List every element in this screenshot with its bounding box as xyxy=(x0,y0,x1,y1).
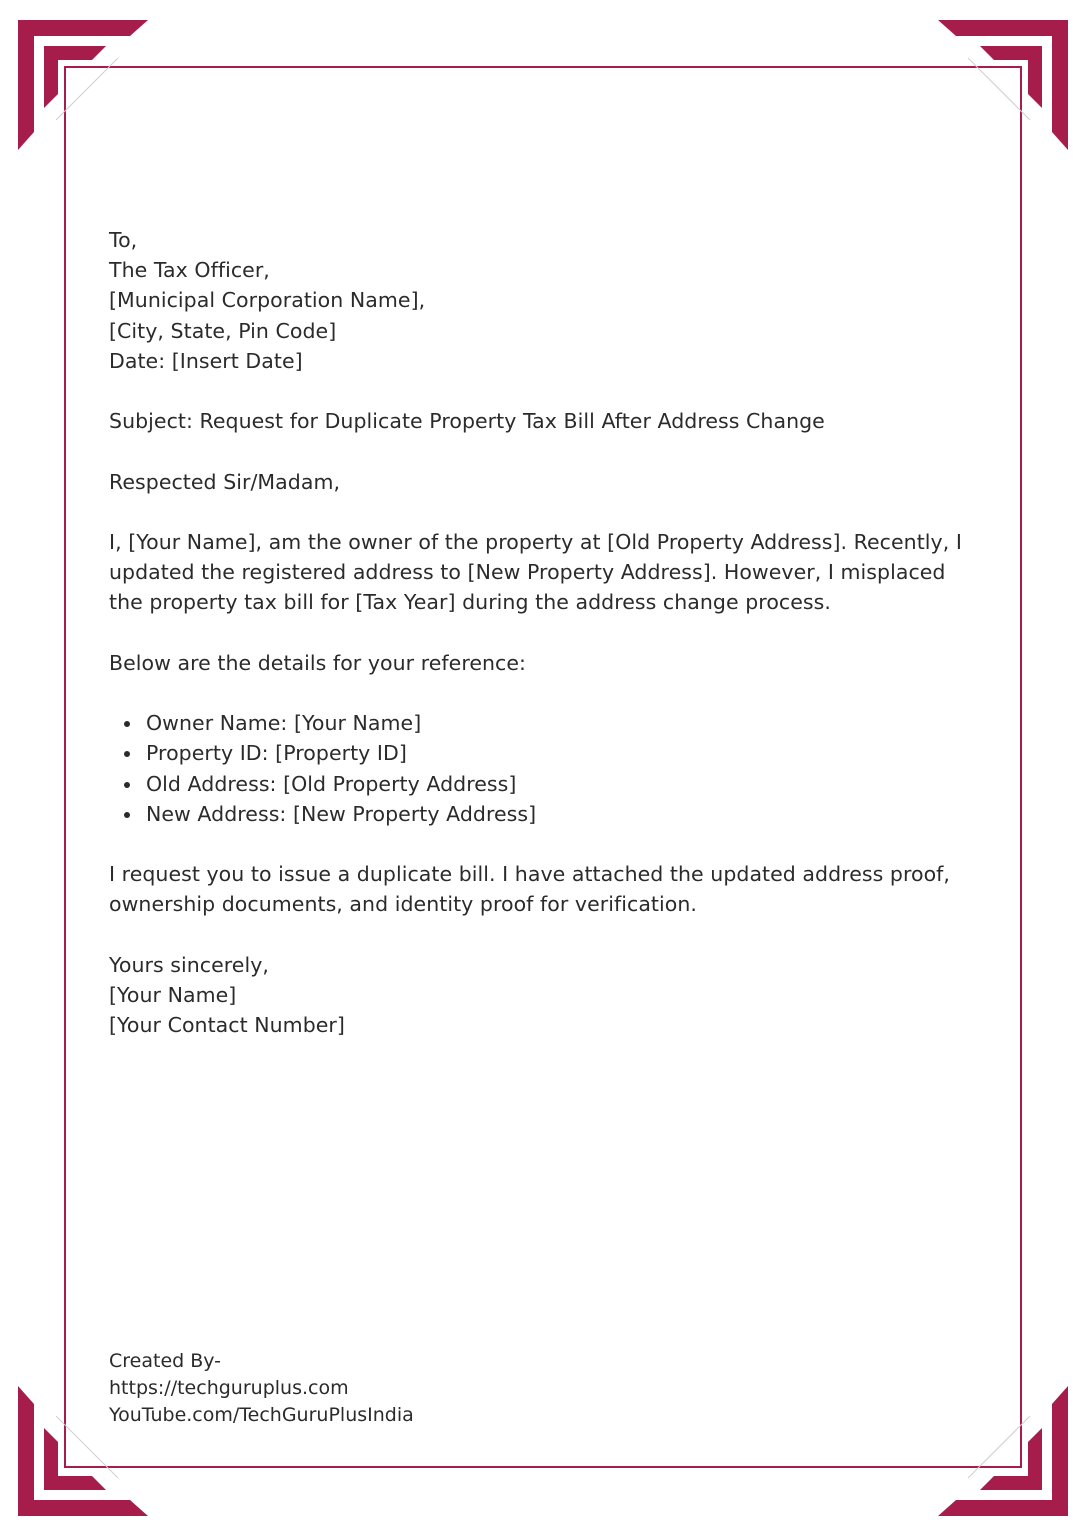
address-line-corporation: [Municipal Corporation Name], xyxy=(109,288,426,313)
address-line-to: To, xyxy=(109,228,138,252)
footer-website: https://techguruplus.com xyxy=(109,1377,349,1399)
details-intro: Below are the details for your reference: xyxy=(109,650,526,675)
closing-line-sincerely: Yours sincerely, xyxy=(109,952,269,977)
corner-ornament-top-left xyxy=(18,20,148,150)
closing xyxy=(109,950,969,1041)
list-item: Old Address: [Old Property Address] xyxy=(146,769,969,799)
details-list xyxy=(109,708,969,829)
letter-body xyxy=(109,225,969,1040)
list-item: Owner Name: [Your Name] xyxy=(146,708,969,738)
corner-ornament-top-right xyxy=(938,20,1068,150)
address-line-officer: The Tax Officer, xyxy=(109,258,270,283)
recipient-address xyxy=(109,225,969,376)
subject-line: Subject: Request for Duplicate Property Tax Bill After Address Change xyxy=(109,409,825,434)
salutation: Respected Sir/Madam, xyxy=(109,469,341,494)
body-paragraph-1: I, [Your Name], am the owner of the property at [Old Property Address]. Recently, I updated the registered address to [New Property Address]. However, I misplaced the property tax bill for [Tax Year] during the address change process. xyxy=(109,529,962,615)
closing-line-name: [Your Name] xyxy=(109,982,237,1007)
creator-footer xyxy=(109,1348,414,1429)
list-item: Property ID: [Property ID] xyxy=(146,738,969,768)
closing-line-contact: [Your Contact Number] xyxy=(109,1013,345,1038)
address-line-date: Date: [Insert Date] xyxy=(109,348,303,373)
body-paragraph-2: I request you to issue a duplicate bill. I have attached the updated address proof, ownership documents, and identity proof for verification. xyxy=(109,862,950,917)
address-line-city: [City, State, Pin Code] xyxy=(109,318,337,343)
footer-created-by: Created By- xyxy=(109,1350,222,1372)
footer-youtube: YouTube.com/TechGuruPlusIndia xyxy=(109,1404,414,1426)
corner-ornament-bottom-right xyxy=(938,1386,1068,1516)
list-item: New Address: [New Property Address] xyxy=(146,799,969,829)
